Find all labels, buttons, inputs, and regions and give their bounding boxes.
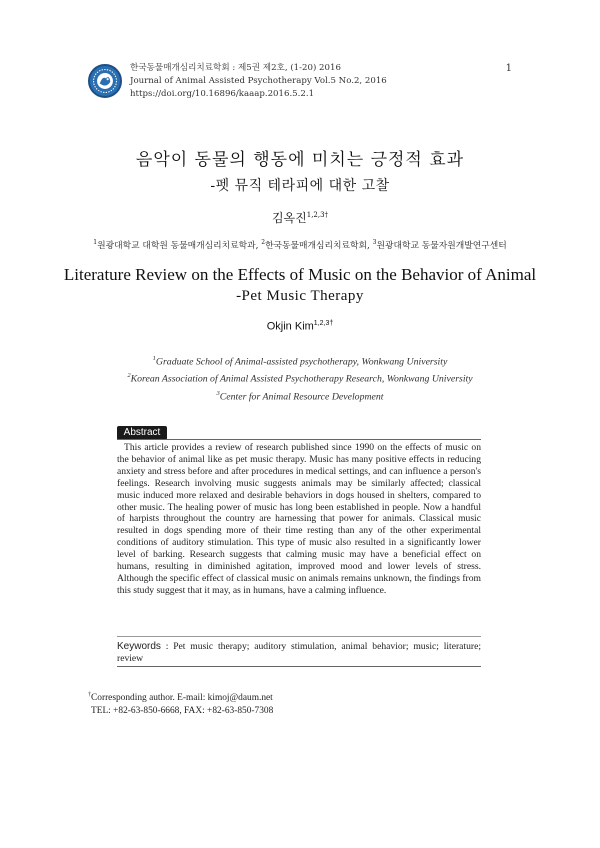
keywords-label: Keywords — [117, 641, 161, 652]
doi-link[interactable]: https://doi.org/10.16896/kaaap.2016.5.2.1 — [130, 89, 315, 99]
english-author — [0, 320, 600, 333]
journal-header — [130, 62, 387, 101]
keywords — [117, 641, 481, 664]
english-subtitle: -Pet Music Therapy — [236, 288, 364, 304]
korean-affiliation-2: 한국동물매개심리치료학회, — [265, 241, 373, 251]
footnote-phone-line: TEL: +82-63-850-6668, FAX: +82-63-850-7308 — [91, 705, 274, 716]
english-affiliation-2: $^2$Korean Association of Animal Assisted Psychotherapy Research, Wonkwang University — [127, 372, 473, 385]
korean-author — [0, 209, 600, 226]
abstract-label: Abstract — [117, 426, 167, 440]
abstract-top-divider — [117, 439, 481, 440]
abstract-body: This article provides a review of research published since 1990 on the effects of music on the behavior of animal like as pet music therapy. Music has many positive effects in reducing anxiety and stress before and after procedures in medical settings, and can influence a person's feelings. Research involving music suggests animals may be similarly affected; classical music induced more relaxed and desirable behaviors in dogs housed in shelters, compared to other music. The healing power of music has long been established in people. Now a handful of harpists throughout the country are harnessing that power for animals. Classical music resulted in dogs spending more of their time resting than any of the other experimental conditions of auditory stimulation. This type of music also resulted in a significantly lower level of barking. Research suggests that calming music may have a beneficial effect on humans, resulting in diminished agitation, improved mood and lower levels of stress. Although the specific effect of classical music on animals remains unknown, the findings from this study suggest that it may, as in humans, have a calming influence. — [117, 442, 481, 596]
abstract-bottom-divider — [117, 666, 481, 667]
footnote-email-line: †Corresponding author. E-mail: kimoj@daum.net — [88, 692, 273, 704]
journal-name-en: Journal of Animal Assisted Psychotherapy Vol.5 No.2, 2016 — [130, 76, 387, 86]
english-affiliation-1: $^1$Graduate School of Animal-assisted psychotherapy, Wonkwang University — [152, 355, 448, 368]
korean-affiliations: $^1$원광대학교 대학원 동물매개심리치료학과, $^2$한국동물매개심리치료학회, $^3$원광대학교 동물자원개발연구센터 — [93, 239, 507, 251]
korean-affiliation-3: 원광대학교 동물자원개발연구센터 — [376, 241, 507, 251]
korean-subtitle: -펫 뮤직 테라피에 대한 고찰 — [210, 178, 390, 194]
korean-author-name: 김옥진 — [271, 211, 307, 225]
english-affiliation-3: $^3$Center for Animal Resource Development — [216, 389, 384, 402]
keywords-divider — [117, 636, 481, 637]
journal-name-ko: 한국동물매개심리치료학회 : 제5권 제2호, (1-20) 2016 — [130, 63, 341, 73]
english-title: Literature Review on the Effects of Music on the Behavior of Animal — [63, 265, 537, 284]
english-author-name: Okjin Kim — [266, 320, 314, 333]
korean-title: 음악이 동물의 행동에 미치는 긍정적 효과 — [135, 150, 465, 170]
english-affiliations — [0, 352, 600, 404]
korean-author-sup: 1,2,3† — [306, 211, 329, 219]
corresponding-footnote — [88, 689, 273, 717]
keywords-text: : Pet music therapy; auditory stimulation, animal behavior; music; literature; review — [117, 641, 481, 664]
english-author-sup: 1,2,3† — [313, 320, 334, 327]
society-logo-icon — [88, 64, 122, 98]
page-number: 1 — [505, 63, 512, 74]
korean-affiliation-1: 원광대학교 대학원 동물매개심리치료학과, — [97, 241, 262, 251]
